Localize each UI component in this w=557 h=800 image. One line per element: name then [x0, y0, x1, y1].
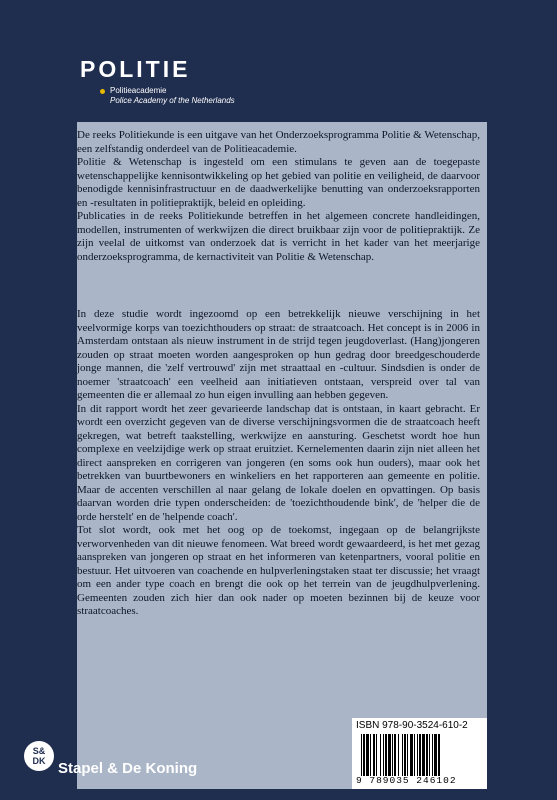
- barcode-digits: 9 789035 246102: [356, 775, 457, 786]
- intro-paragraph: De reeks Politiekunde is een uitgave van het Onderzoeksprogramma Politie & Wetenschap, een zelfstandig onderdeel van de Politieacademie.: [77, 129, 480, 155]
- svg-text:S&: S&: [32, 746, 46, 756]
- barcode-icon: [359, 734, 480, 776]
- summary-paragraph: Tot slot wordt, ook met het oog op de toekomst, ingegaan op de belangrijkste verworvenheden van dit nieuwe fenomeen. Wat breed wordt gewaardeerd, is het met gezag aanspreken van jongeren op straat en het informeren van ketenpartners, vooral politie en bestuur. Het uitvoeren van coachende en hulpverleningstaken staat ter discussie; het vraagt om een ander type coach en brengt die ook op het terrein van de jeugdhulpverlening. Gemeenten zouden zich hier dan ook nader op moeten bezinnen bij de keuze voor straatcoaches.: [77, 524, 480, 617]
- series-intro: [77, 129, 480, 264]
- isbn-label: ISBN 978-90-3524-610-2: [356, 720, 468, 731]
- publisher-logo-icon: [23, 740, 55, 772]
- summary-paragraph: In deze studie wordt ingezoomd op een betrekkelijk nieuwe verschijning in het veelvormige korps van toezichthouders op straat: de straatcoach. Het concept is in 2006 in Amsterdam ontstaan als nieuw instrument in de strijd tegen jeugdoverlast. (Hang)jongeren zouden op straat moeten worden aangesproken op hun gedrag door breedgeschouderde jonge mannen, die 'zelf vertrouwd' zijn met straattaal en -cultuur. Sindsdien is onder de noemer 'straatcoach' een veelheid aan initiatieven ontstaan, verspreid over tal van gemeenten die er allemaal zo hun eigen invulling aan hebben gegeven.: [77, 308, 480, 401]
- logo-wordmark: POLITIE: [80, 56, 191, 82]
- content-panel: [77, 122, 487, 789]
- study-summary: [77, 308, 480, 619]
- intro-paragraph: Politie & Wetenschap is ingesteld om een stimulans te geven aan de toegepaste wetenschappelijke kennisontwikkeling op het gebied van politie en veiligheid, de daarvoor benodigde kennisinfrastructuur en de daadwerkelijke benutting van onderzoeksrapporten en -resultaten in politiepraktijk, beleid en opleiding.: [77, 156, 480, 209]
- summary-paragraph: In dit rapport wordt het zeer gevarieerde landschap dat is ontstaan, in kaart gebracht. Er wordt een overzicht gegeven van de diverse verschijningsvormen die de straatcoach heeft gekregen, wat betreft taakstelling, werkwijze en aansturing. Geschetst wordt hoe hun complexe en veelzijdige werk op straat eruitziet. Kernelementen daarin zijn niet alleen het direct aanspreken en corrigeren van jongeren (en soms ook hun ouders), maar ook het betrekken van buurtbewoners en winkeliers en het rapporteren aan gemeente en politie. Maar de accenten verschillen al naar gelang de lokale doelen en opvattingen. Op basis daarvan worden drie typen onderscheiden: de 'toezichthoudende bink', de 'helper die de orde herstelt' en de 'helpende coach'.: [77, 402, 480, 523]
- politie-logo: [80, 56, 340, 116]
- isbn-barcode-box: [352, 718, 487, 789]
- svg-text:DK: DK: [32, 756, 46, 766]
- publisher-name: Stapel & De Koning: [58, 760, 198, 777]
- logo-dot-icon: [100, 89, 105, 94]
- logo-subtitle-en: Police Academy of the Netherlands: [110, 96, 235, 105]
- logo-subtitle: Politieacademie: [110, 86, 167, 95]
- intro-paragraph: Publicaties in de reeks Politiekunde betreffen in het algemeen concrete handleidingen, modellen, instrumenten of werkwijzen die direct bruikbaar zijn voor de politiepraktijk. Ze zijn veelal de uitkomst van onderzoek dat is verricht in het kader van het meerjarige onderzoeksprogramma, de kernactiviteit van Politie & Wetenschap.: [77, 210, 480, 263]
